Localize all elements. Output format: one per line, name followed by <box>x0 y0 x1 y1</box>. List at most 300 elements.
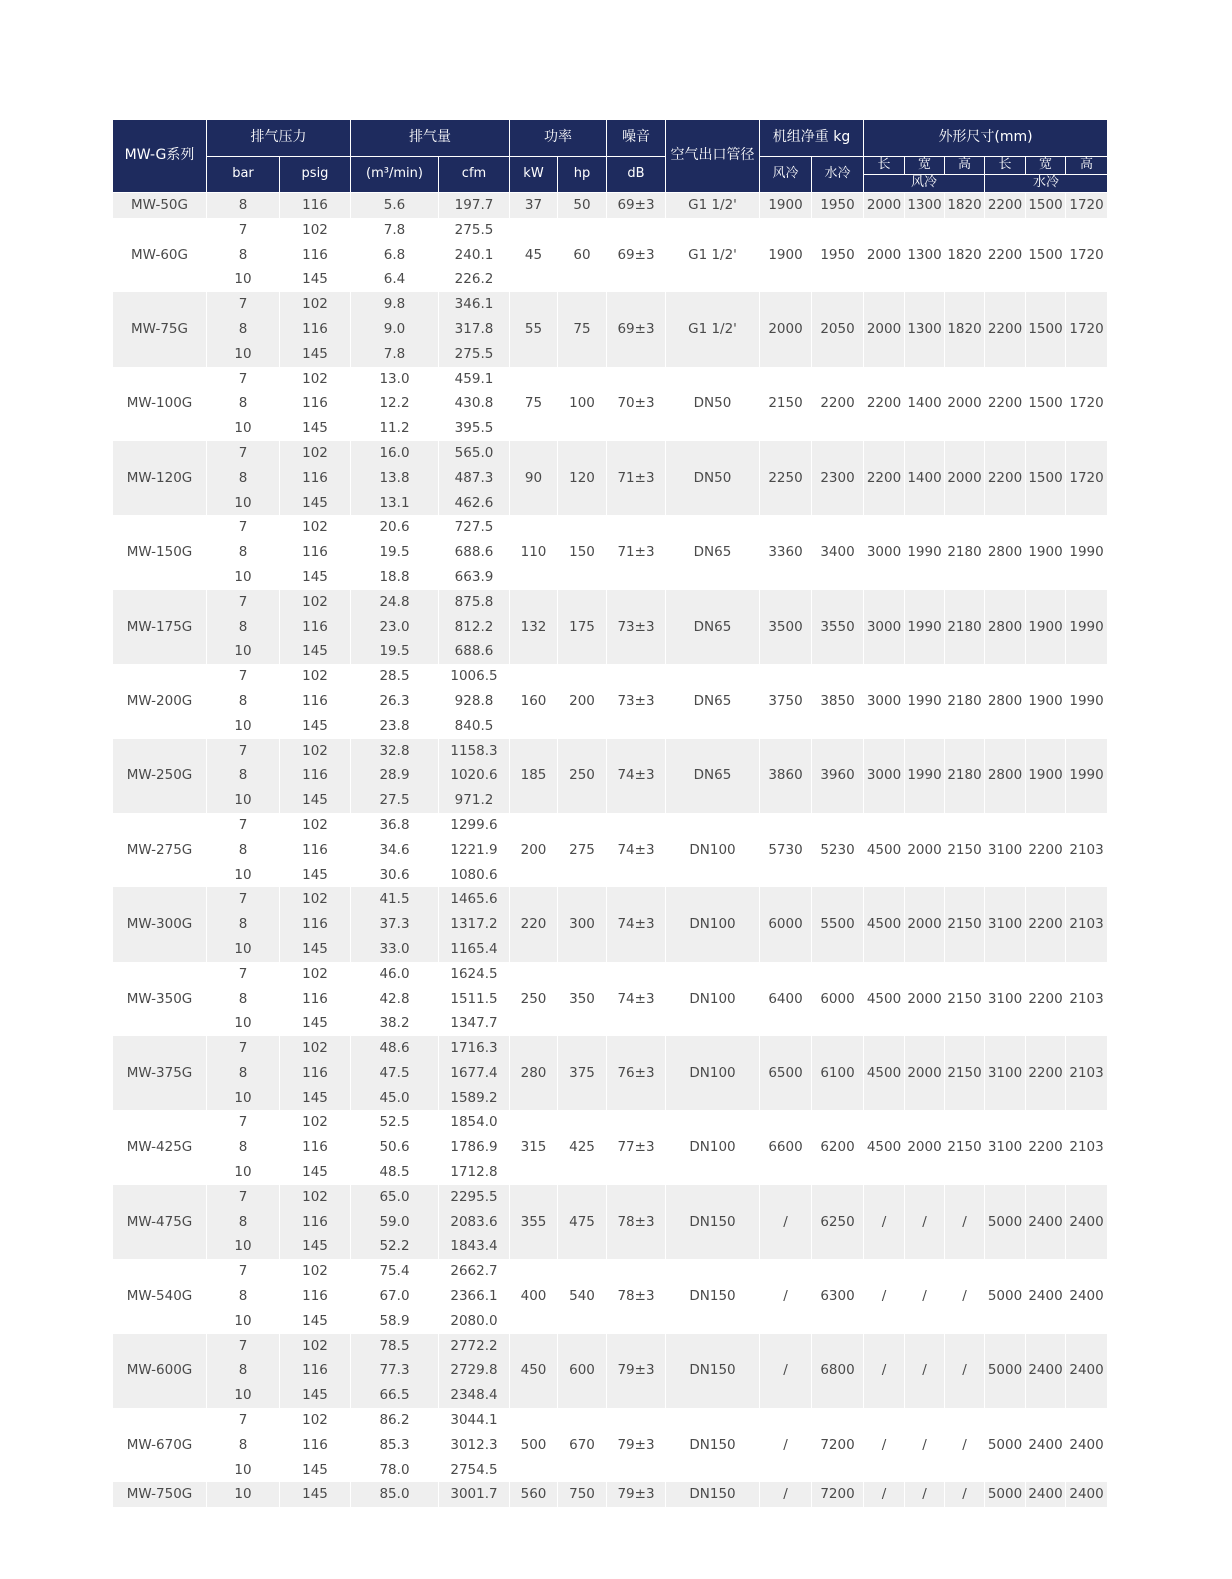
dim-len-water: 5000 <box>985 1334 1026 1408</box>
header-pressure: 排气压力 <box>207 120 351 157</box>
table-row <box>113 292 1108 317</box>
pressure-bar: 7 <box>207 1334 280 1359</box>
pressure-bar: 8 <box>207 689 280 714</box>
weight-water: 6200 <box>812 1110 864 1184</box>
flow-m3min: 11.2 <box>351 416 439 441</box>
pressure-bar: 8 <box>207 1135 280 1160</box>
dim-wid-air: 1300 <box>905 218 945 292</box>
dim-wid-air: / <box>905 1408 945 1482</box>
outlet-size: DN100 <box>666 887 760 961</box>
power-hp: 475 <box>558 1185 607 1259</box>
pressure-bar: 10 <box>207 416 280 441</box>
outlet-size: G1 1/2' <box>666 218 760 292</box>
dim-len-water: 2200 <box>985 367 1026 441</box>
dim-len-water: 5000 <box>985 1185 1026 1259</box>
dim-wid-air: 1400 <box>905 441 945 515</box>
power-hp: 100 <box>558 367 607 441</box>
flow-cfm: 688.6 <box>439 540 510 565</box>
pressure-psig: 145 <box>280 1482 351 1507</box>
pressure-psig: 116 <box>280 689 351 714</box>
dim-len-water: 3100 <box>985 1036 1026 1110</box>
flow-cfm: 1165.4 <box>439 937 510 962</box>
dim-hei-water: 1990 <box>1066 515 1108 589</box>
dim-len-water: 3100 <box>985 887 1026 961</box>
weight-water: 3960 <box>812 739 864 813</box>
pressure-psig: 145 <box>280 1309 351 1334</box>
pressure-psig: 116 <box>280 615 351 640</box>
power-kw: 55 <box>510 292 558 366</box>
pressure-bar: 10 <box>207 565 280 590</box>
noise-db: 76±3 <box>607 1036 666 1110</box>
power-hp: 350 <box>558 962 607 1036</box>
weight-water: 2200 <box>812 367 864 441</box>
table-row <box>113 739 1108 764</box>
dim-wid-air: 1300 <box>905 292 945 366</box>
header-weight: 机组净重 kg <box>760 120 864 157</box>
pressure-psig: 102 <box>280 1334 351 1359</box>
flow-m3min: 65.0 <box>351 1185 439 1210</box>
dim-hei-water: 2103 <box>1066 887 1108 961</box>
flow-cfm: 1854.0 <box>439 1110 510 1135</box>
dim-wid-water: 1500 <box>1026 367 1066 441</box>
dim-len-water: 5000 <box>985 1482 1026 1507</box>
flow-m3min: 37.3 <box>351 912 439 937</box>
power-hp: 600 <box>558 1334 607 1408</box>
power-kw: 250 <box>510 962 558 1036</box>
weight-air: / <box>760 1408 812 1482</box>
dim-hei-air: 2180 <box>945 739 985 813</box>
weight-air: 3860 <box>760 739 812 813</box>
dim-wid-air: 2000 <box>905 887 945 961</box>
noise-db: 69±3 <box>607 193 666 218</box>
pressure-psig: 116 <box>280 466 351 491</box>
power-hp: 75 <box>558 292 607 366</box>
pressure-psig: 102 <box>280 441 351 466</box>
pressure-bar: 8 <box>207 1433 280 1458</box>
pressure-psig: 116 <box>280 1358 351 1383</box>
pressure-psig: 145 <box>280 1458 351 1483</box>
table-row <box>113 1110 1108 1135</box>
dim-len-air: 3000 <box>864 739 905 813</box>
flow-m3min: 26.3 <box>351 689 439 714</box>
dim-len-water: 2800 <box>985 590 1026 664</box>
flow-m3min: 48.5 <box>351 1160 439 1185</box>
noise-db: 69±3 <box>607 218 666 292</box>
model-name: MW-750G <box>113 1482 207 1507</box>
outlet-size: DN100 <box>666 813 760 887</box>
pressure-psig: 102 <box>280 1185 351 1210</box>
flow-cfm: 226.2 <box>439 267 510 292</box>
flow-cfm: 1589.2 <box>439 1086 510 1111</box>
noise-db: 71±3 <box>607 515 666 589</box>
dim-len-air: 2000 <box>864 292 905 366</box>
dim-len-air: / <box>864 1482 905 1507</box>
dim-wid-water: 2400 <box>1026 1482 1066 1507</box>
outlet-size: G1 1/2' <box>666 193 760 218</box>
flow-cfm: 346.1 <box>439 292 510 317</box>
pressure-psig: 102 <box>280 292 351 317</box>
header-flow: 排气量 <box>351 120 510 157</box>
flow-cfm: 2729.8 <box>439 1358 510 1383</box>
table-row <box>113 887 1108 912</box>
pressure-psig: 116 <box>280 912 351 937</box>
flow-m3min: 6.8 <box>351 243 439 268</box>
table-row <box>113 590 1108 615</box>
weight-air: / <box>760 1259 812 1333</box>
noise-db: 77±3 <box>607 1110 666 1184</box>
pressure-psig: 116 <box>280 987 351 1012</box>
pressure-psig: 116 <box>280 391 351 416</box>
power-hp: 120 <box>558 441 607 515</box>
noise-db: 70±3 <box>607 367 666 441</box>
pressure-psig: 102 <box>280 218 351 243</box>
table-row <box>113 1408 1108 1433</box>
power-hp: 750 <box>558 1482 607 1507</box>
pressure-psig: 116 <box>280 1210 351 1235</box>
flow-m3min: 6.4 <box>351 267 439 292</box>
pressure-bar: 10 <box>207 639 280 664</box>
weight-air: 2000 <box>760 292 812 366</box>
flow-cfm: 317.8 <box>439 317 510 342</box>
dim-wid-water: 2400 <box>1026 1408 1066 1482</box>
dim-wid-water: 2400 <box>1026 1334 1066 1408</box>
dim-wid-water: 1900 <box>1026 664 1066 738</box>
dim-wid-air: 1990 <box>905 515 945 589</box>
dim-hei-air: 2180 <box>945 590 985 664</box>
weight-water: 3550 <box>812 590 864 664</box>
weight-water: 6000 <box>812 962 864 1036</box>
flow-cfm: 727.5 <box>439 515 510 540</box>
header-dim-len-air: 长 <box>864 157 905 175</box>
flow-m3min: 23.0 <box>351 615 439 640</box>
header-dims-water: 水冷 <box>985 175 1108 193</box>
pressure-bar: 10 <box>207 788 280 813</box>
pressure-bar: 7 <box>207 1110 280 1135</box>
dim-hei-water: 2400 <box>1066 1334 1108 1408</box>
dim-hei-water: 1720 <box>1066 292 1108 366</box>
weight-air: 2250 <box>760 441 812 515</box>
outlet-size: DN100 <box>666 1036 760 1110</box>
pressure-psig: 102 <box>280 887 351 912</box>
flow-cfm: 3044.1 <box>439 1408 510 1433</box>
outlet-size: DN50 <box>666 441 760 515</box>
weight-water: 3850 <box>812 664 864 738</box>
flow-m3min: 85.3 <box>351 1433 439 1458</box>
pressure-psig: 145 <box>280 416 351 441</box>
power-hp: 200 <box>558 664 607 738</box>
power-kw: 75 <box>510 367 558 441</box>
weight-air: / <box>760 1482 812 1507</box>
dim-hei-water: 2103 <box>1066 1110 1108 1184</box>
pressure-bar: 8 <box>207 1061 280 1086</box>
pressure-psig: 116 <box>280 540 351 565</box>
weight-air: 2150 <box>760 367 812 441</box>
table-row <box>113 1036 1108 1061</box>
flow-m3min: 19.5 <box>351 639 439 664</box>
dim-len-air: / <box>864 1334 905 1408</box>
flow-m3min: 9.8 <box>351 292 439 317</box>
power-hp: 670 <box>558 1408 607 1482</box>
outlet-size: DN100 <box>666 962 760 1036</box>
dim-hei-air: / <box>945 1334 985 1408</box>
power-kw: 110 <box>510 515 558 589</box>
dim-hei-water: 2400 <box>1066 1185 1108 1259</box>
weight-air: 6600 <box>760 1110 812 1184</box>
dim-wid-air: 1300 <box>905 193 945 218</box>
flow-cfm: 395.5 <box>439 416 510 441</box>
noise-db: 74±3 <box>607 887 666 961</box>
pressure-bar: 8 <box>207 1358 280 1383</box>
flow-m3min: 41.5 <box>351 887 439 912</box>
flow-m3min: 48.6 <box>351 1036 439 1061</box>
flow-m3min: 33.0 <box>351 937 439 962</box>
pressure-bar: 7 <box>207 1408 280 1433</box>
pressure-psig: 145 <box>280 1234 351 1259</box>
flow-cfm: 875.8 <box>439 590 510 615</box>
pressure-psig: 116 <box>280 1135 351 1160</box>
pressure-psig: 102 <box>280 962 351 987</box>
flow-cfm: 275.5 <box>439 218 510 243</box>
pressure-bar: 7 <box>207 367 280 392</box>
weight-air: / <box>760 1334 812 1408</box>
flow-cfm: 1511.5 <box>439 987 510 1012</box>
dim-wid-water: 2200 <box>1026 1036 1066 1110</box>
power-kw: 132 <box>510 590 558 664</box>
pressure-psig: 116 <box>280 838 351 863</box>
dim-len-air: 2000 <box>864 218 905 292</box>
model-name: MW-375G <box>113 1036 207 1110</box>
outlet-size: DN150 <box>666 1185 760 1259</box>
flow-cfm: 1465.6 <box>439 887 510 912</box>
flow-m3min: 13.1 <box>351 491 439 516</box>
pressure-psig: 145 <box>280 491 351 516</box>
noise-db: 78±3 <box>607 1259 666 1333</box>
power-kw: 200 <box>510 813 558 887</box>
pressure-psig: 145 <box>280 342 351 367</box>
outlet-size: G1 1/2' <box>666 292 760 366</box>
pressure-bar: 10 <box>207 491 280 516</box>
flow-cfm: 2348.4 <box>439 1383 510 1408</box>
weight-air: / <box>760 1185 812 1259</box>
model-name: MW-475G <box>113 1185 207 1259</box>
flow-cfm: 971.2 <box>439 788 510 813</box>
pressure-psig: 145 <box>280 1160 351 1185</box>
dim-wid-air: / <box>905 1482 945 1507</box>
outlet-size: DN65 <box>666 664 760 738</box>
dim-wid-air: / <box>905 1185 945 1259</box>
power-hp: 50 <box>558 193 607 218</box>
dim-len-water: 2200 <box>985 441 1026 515</box>
flow-m3min: 23.8 <box>351 714 439 739</box>
dim-hei-water: 1720 <box>1066 367 1108 441</box>
pressure-bar: 7 <box>207 962 280 987</box>
flow-cfm: 2366.1 <box>439 1284 510 1309</box>
outlet-size: DN100 <box>666 1110 760 1184</box>
dim-len-water: 2200 <box>985 218 1026 292</box>
flow-m3min: 42.8 <box>351 987 439 1012</box>
dim-wid-water: 1500 <box>1026 441 1066 515</box>
header-dims-air: 风冷 <box>864 175 985 193</box>
flow-m3min: 75.4 <box>351 1259 439 1284</box>
weight-water: 6250 <box>812 1185 864 1259</box>
dim-hei-water: 1990 <box>1066 664 1108 738</box>
header-kw: kW <box>510 157 558 193</box>
pressure-psig: 145 <box>280 1383 351 1408</box>
power-kw: 315 <box>510 1110 558 1184</box>
noise-db: 71±3 <box>607 441 666 515</box>
pressure-psig: 102 <box>280 664 351 689</box>
power-hp: 275 <box>558 813 607 887</box>
flow-m3min: 16.0 <box>351 441 439 466</box>
pressure-bar: 10 <box>207 1309 280 1334</box>
dim-hei-air: 2000 <box>945 441 985 515</box>
dim-hei-water: 2400 <box>1066 1408 1108 1482</box>
dim-wid-water: 2400 <box>1026 1259 1066 1333</box>
flow-cfm: 2754.5 <box>439 1458 510 1483</box>
model-name: MW-60G <box>113 218 207 292</box>
pressure-bar: 8 <box>207 912 280 937</box>
dim-hei-air: 2150 <box>945 1110 985 1184</box>
weight-water: 3400 <box>812 515 864 589</box>
pressure-psig: 102 <box>280 1408 351 1433</box>
flow-cfm: 1716.3 <box>439 1036 510 1061</box>
dim-len-air: 2000 <box>864 193 905 218</box>
dim-hei-water: 1720 <box>1066 218 1108 292</box>
pressure-psig: 116 <box>280 1061 351 1086</box>
dim-hei-air: / <box>945 1259 985 1333</box>
pressure-bar: 8 <box>207 615 280 640</box>
outlet-size: DN150 <box>666 1482 760 1507</box>
dim-len-air: 4500 <box>864 962 905 1036</box>
flow-cfm: 1020.6 <box>439 763 510 788</box>
power-kw: 37 <box>510 193 558 218</box>
weight-water: 1950 <box>812 218 864 292</box>
weight-water: 6100 <box>812 1036 864 1110</box>
pressure-psig: 145 <box>280 1086 351 1111</box>
power-hp: 300 <box>558 887 607 961</box>
model-name: MW-600G <box>113 1334 207 1408</box>
header-dim-len-water: 长 <box>985 157 1026 175</box>
dim-len-water: 3100 <box>985 813 1026 887</box>
dim-len-air: 2200 <box>864 367 905 441</box>
flow-cfm: 2083.6 <box>439 1210 510 1235</box>
flow-m3min: 24.8 <box>351 590 439 615</box>
pressure-psig: 116 <box>280 1433 351 1458</box>
dim-hei-air: 1820 <box>945 218 985 292</box>
flow-m3min: 7.8 <box>351 342 439 367</box>
table-row <box>113 962 1108 987</box>
pressure-bar: 8 <box>207 317 280 342</box>
power-hp: 175 <box>558 590 607 664</box>
power-kw: 185 <box>510 739 558 813</box>
outlet-size: DN65 <box>666 515 760 589</box>
flow-m3min: 9.0 <box>351 317 439 342</box>
flow-m3min: 47.5 <box>351 1061 439 1086</box>
flow-m3min: 20.6 <box>351 515 439 540</box>
flow-cfm: 812.2 <box>439 615 510 640</box>
pressure-psig: 102 <box>280 367 351 392</box>
model-name: MW-250G <box>113 739 207 813</box>
pressure-bar: 7 <box>207 1036 280 1061</box>
power-kw: 560 <box>510 1482 558 1507</box>
flow-m3min: 58.9 <box>351 1309 439 1334</box>
dim-wid-water: 1500 <box>1026 218 1066 292</box>
flow-cfm: 2080.0 <box>439 1309 510 1334</box>
header-cfm: cfm <box>439 157 510 193</box>
dim-wid-air: 1400 <box>905 367 945 441</box>
pressure-psig: 102 <box>280 1110 351 1135</box>
header-dim-wid-water: 宽 <box>1026 157 1066 175</box>
dim-wid-air: 2000 <box>905 813 945 887</box>
noise-db: 79±3 <box>607 1482 666 1507</box>
dim-len-air: 2200 <box>864 441 905 515</box>
dim-len-air: 3000 <box>864 664 905 738</box>
dim-wid-water: 2200 <box>1026 962 1066 1036</box>
table-row <box>113 664 1108 689</box>
weight-air: 3360 <box>760 515 812 589</box>
flow-cfm: 1158.3 <box>439 739 510 764</box>
pressure-bar: 8 <box>207 1210 280 1235</box>
flow-m3min: 78.0 <box>351 1458 439 1483</box>
dim-hei-air: 2150 <box>945 887 985 961</box>
flow-cfm: 2295.5 <box>439 1185 510 1210</box>
dim-hei-water: 2103 <box>1066 1036 1108 1110</box>
dim-wid-water: 2200 <box>1026 813 1066 887</box>
model-name: MW-175G <box>113 590 207 664</box>
weight-air: 6500 <box>760 1036 812 1110</box>
weight-air: 5730 <box>760 813 812 887</box>
pressure-bar: 8 <box>207 193 280 218</box>
noise-db: 69±3 <box>607 292 666 366</box>
table-row <box>113 1482 1108 1507</box>
pressure-psig: 116 <box>280 1284 351 1309</box>
pressure-bar: 8 <box>207 243 280 268</box>
flow-m3min: 52.2 <box>351 1234 439 1259</box>
power-hp: 250 <box>558 739 607 813</box>
dim-hei-air: 2180 <box>945 515 985 589</box>
dim-len-water: 5000 <box>985 1259 1026 1333</box>
power-kw: 45 <box>510 218 558 292</box>
flow-cfm: 1080.6 <box>439 863 510 888</box>
flow-m3min: 13.0 <box>351 367 439 392</box>
flow-cfm: 197.7 <box>439 193 510 218</box>
model-name: MW-100G <box>113 367 207 441</box>
dim-hei-air: 2150 <box>945 1036 985 1110</box>
flow-cfm: 663.9 <box>439 565 510 590</box>
flow-m3min: 38.2 <box>351 1011 439 1036</box>
dim-len-air: / <box>864 1185 905 1259</box>
dim-hei-water: 1720 <box>1066 441 1108 515</box>
flow-cfm: 2662.7 <box>439 1259 510 1284</box>
table-row <box>113 367 1108 392</box>
pressure-psig: 145 <box>280 565 351 590</box>
flow-m3min: 36.8 <box>351 813 439 838</box>
dim-len-water: 3100 <box>985 1110 1026 1184</box>
pressure-bar: 10 <box>207 1086 280 1111</box>
header-dim-hei-air: 高 <box>945 157 985 175</box>
flow-m3min: 67.0 <box>351 1284 439 1309</box>
weight-air: 1900 <box>760 218 812 292</box>
table-row <box>113 441 1108 466</box>
pressure-psig: 102 <box>280 515 351 540</box>
pressure-bar: 8 <box>207 540 280 565</box>
power-kw: 450 <box>510 1334 558 1408</box>
noise-db: 74±3 <box>607 739 666 813</box>
pressure-bar: 8 <box>207 391 280 416</box>
dim-hei-air: 2150 <box>945 962 985 1036</box>
dim-hei-water: 2400 <box>1066 1482 1108 1507</box>
flow-cfm: 2772.2 <box>439 1334 510 1359</box>
